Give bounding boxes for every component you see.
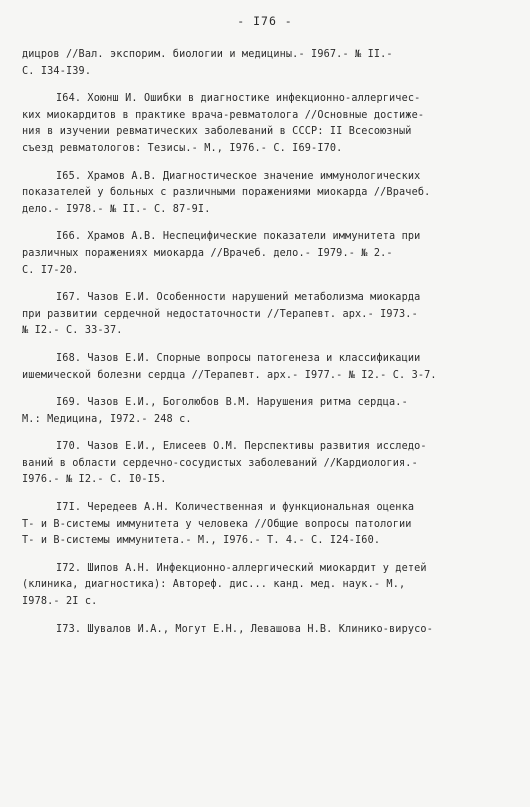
text-line: I70. Чазов Е.И., Елисеев О.М. Перспективы развития исследо- [56, 441, 427, 453]
text-line: дело.- I978.- № II.- С. 87-9I. [22, 203, 211, 215]
reference-entry-169 [22, 395, 508, 428]
reference-entry-163-tail [22, 47, 508, 80]
text-line: I66. Храмов А.В. Неспецифические показатели иммунитета при [56, 231, 421, 243]
text-line: М.: Медицина, I972.- 248 с. [22, 413, 192, 425]
text-line: ваний в области сердечно-сосудистых заболеваний //Кардиология.- [22, 457, 418, 469]
text-line: I72. Шипов А.Н. Инфекционно-аллергический миокардит у детей [56, 562, 427, 574]
text-line: I65. Храмов А.В. Диагностическое значение иммунологических [56, 170, 421, 182]
text-line: показателей у больных с различными поражениями миокарда //Врачеб. [22, 187, 431, 199]
text-line: ишемической болезни сердца //Терапевт. арх.- I977.- № I2.- С. 3-7. [22, 369, 437, 381]
reference-entry-167 [22, 290, 508, 340]
reference-entry-166 [22, 229, 508, 279]
text-line: различных поражениях миокарда //Врачеб. дело.- I979.- № 2.- [22, 247, 393, 259]
text-line: I67. Чазов Е.И. Особенности нарушений метаболизма миокарда [56, 292, 421, 304]
text-line: I73. Шувалов И.А., Могут Е.Н., Левашова Н.В. Клинико-вирусо- [56, 623, 434, 635]
reference-entry-173 [22, 622, 508, 639]
text-line: дицров //Вал. экспорим. биологии и медицины.- I967.- № II.- [22, 49, 393, 60]
text-line: I978.- 2I с. [22, 596, 98, 608]
reference-entry-165 [22, 169, 508, 219]
reference-entry-170 [22, 439, 508, 489]
text-line: Т- и В-системы иммунитета.- М., I976.- Т. 4.- С. I24-I60. [22, 535, 381, 547]
reference-entry-164 [22, 91, 508, 157]
text-line: при развитии сердечной недостаточности //Терапевт. арх.- I973.- [22, 308, 418, 320]
text-line: (клиника, диагностика): Автореф. дис... канд. мед. наук.- М., [22, 579, 406, 591]
text-line: ких миокардитов в практике врача-ревматолога //Основные достиже- [22, 109, 425, 121]
text-line: I69. Чазов Е.И., Боголюбов В.М. Нарушения ритма сердца.- [56, 397, 408, 409]
text-line: съезд ревматологов: Тезисы.- М., I976.- С. I69-I70. [22, 142, 343, 154]
text-line: I7I. Чередеев А.Н. Количественная и функциональная оценка [56, 502, 415, 514]
text-line: Т- и В-системы иммунитета у человека //Общие вопросы патологии [22, 518, 412, 530]
page-number: - I76 - [237, 14, 293, 28]
reference-entry-172 [22, 561, 508, 611]
text-line: ния в изучении ревматических заболеваний в СССР: II Всесоюзный [22, 126, 412, 138]
text-line: № I2.- С. 33-37. [22, 325, 123, 337]
text-line: I68. Чазов Е.И. Спорные вопросы патогенеза и классификации [56, 352, 421, 364]
text-line: С. I34-I39. [22, 65, 92, 77]
reference-entry-168 [22, 351, 508, 384]
text-line: I64. Хоюнш И. Ошибки в диагностике инфекционно-аллергичес- [56, 93, 421, 105]
reference-entry-171 [22, 500, 508, 550]
text-line: С. I7-20. [22, 264, 79, 276]
text-line: I976.- № I2.- С. I0-I5. [22, 474, 167, 486]
